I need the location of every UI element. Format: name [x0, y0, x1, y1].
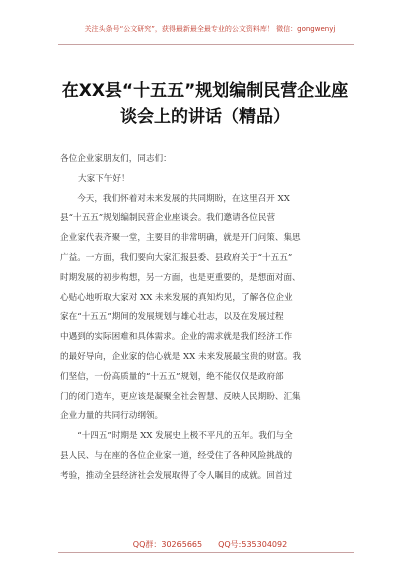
header-promo-note: 关注头条号“公文研究”，获得最新最全最专业的公文资料库！ 微信：gongwenyj	[84, 25, 336, 33]
body-line: 企业力量的共同行动纲领。	[60, 411, 164, 422]
footer-contact: QQ群：30265665 QQ号:535304092	[132, 540, 288, 549]
body-line: 家在“十五五”期间的发展规划与雄心壮志，以及在发展过程	[60, 312, 284, 323]
salutation: 各位企业家朋友们，同志们：	[60, 154, 172, 164]
greeting: 大家下午好！	[78, 173, 130, 184]
body-line: 考验，推动全县经济社会发展取得了令人瞩目的成就。回首过	[60, 470, 293, 481]
title-line-2: 谈会上的讲话（精品）	[120, 107, 290, 127]
header-divider	[58, 44, 354, 45]
body-line: 门的闭门造车，更应该是凝聚全社会智慧、反映人民期盼、汇集	[60, 391, 301, 402]
body-line: 们坚信，一份高质量的“十五五”规划，绝不能仅仅是政府部	[60, 371, 284, 382]
body-line: 县“十五五”规划编制民营企业座谈会。我们邀请各位民营	[60, 213, 276, 224]
body-line: 时期发展的初步构想，另一方面，也是更重要的，是想面对面、	[60, 272, 301, 283]
document-title	[40, 78, 370, 130]
footer-divider	[58, 552, 354, 553]
body-line: 心贴心地听取大家对 XX 未来发展的真知灼见，了解各位企业	[60, 292, 293, 303]
body-line: “十四五”时期是 XX 发展史上极不平凡的五年。我们与全	[60, 431, 293, 442]
body-line: 县人民、与在座的各位企业家一道，经受住了各种风险挑战的	[60, 450, 293, 461]
body-line: 的最好导向，企业家的信心就是 XX 未来发展最宝贵的财富。我	[60, 351, 302, 362]
body-line: 中遇到的实际困难和具体需求。企业的需求就是我们经济工作	[60, 332, 293, 343]
document-body	[60, 150, 360, 487]
body-line: 企业家代表齐聚一堂，主要目的非常明确，就是开门问策、集思	[60, 233, 301, 244]
body-line: 今天，我们怀着对未来发展的共同期盼，在这里召开 XX	[60, 193, 290, 204]
body-line: 广益。一方面，我们要向大家汇报县委、县政府关于“十五五”	[60, 252, 293, 263]
title-line-1: 在XX县“十五五”规划编制民营企业座	[61, 81, 349, 101]
